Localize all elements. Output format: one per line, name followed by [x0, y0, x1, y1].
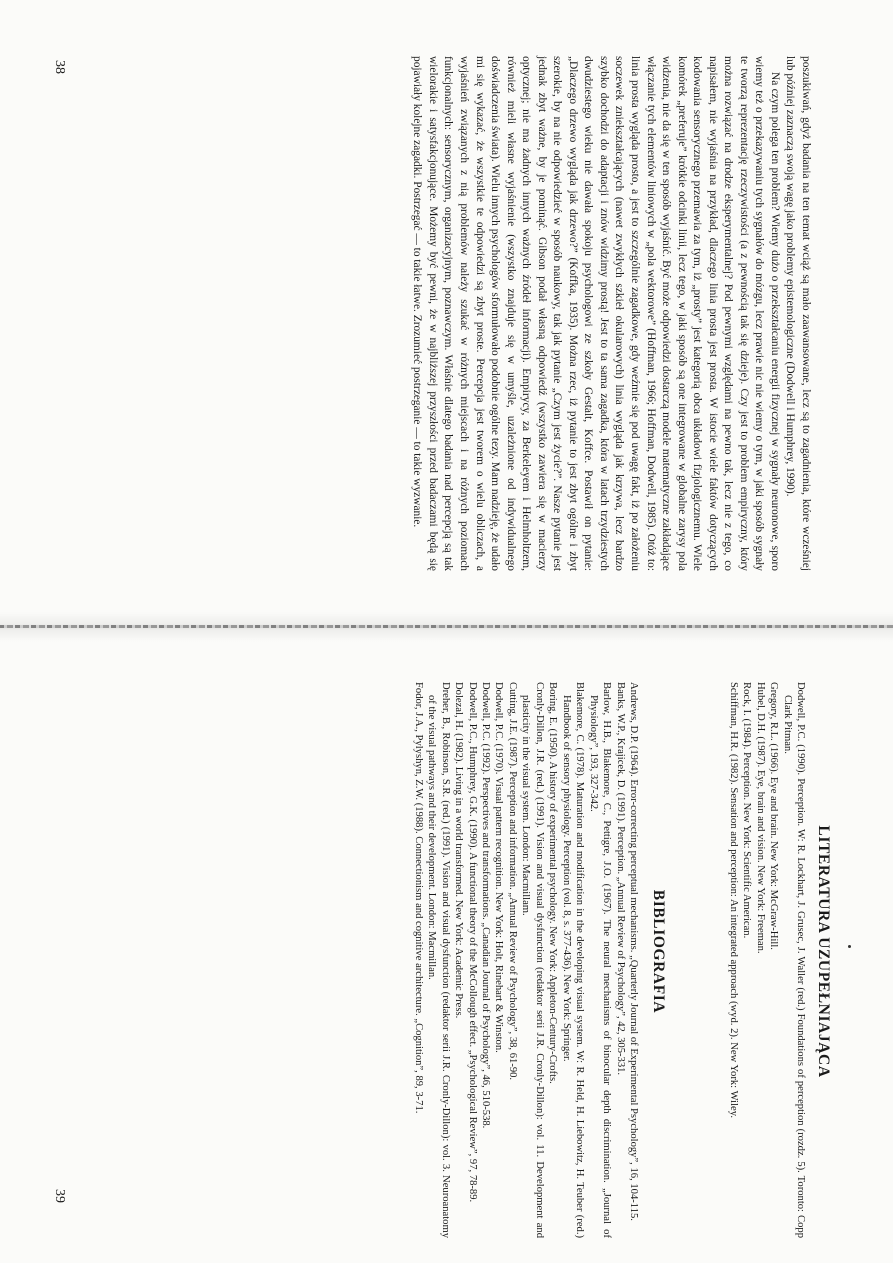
reference-entry: Boring, E. (1950). A history of experimental psychology. New York: Appleton-Century-Crofts.: [547, 682, 559, 1084]
reference-entry: Banks, W.P., Krajicek, D. (1991). Perception. „Annual Review of Psychology”, 42, 305-331.: [614, 682, 626, 1076]
reference-entry: Gregory, R.L. (1966). Eye and brain. New York: McGraw-Hill.: [768, 682, 780, 950]
body-text: [409, 56, 813, 571]
reference-entry: Dodwell, P.C., Humphrey, G.K. (1990). A functional theory of the McCollough effect. „Psychological Review”, 97, 78-89.: [466, 682, 478, 1203]
bibliography-heading: BIBLIOGRAFIA: [650, 889, 667, 1014]
reference-entry: Rock, I. (1984). Perception. New York: Scientific American.: [741, 682, 753, 939]
right-page: [0, 640, 893, 1263]
supplementary-reading-heading: LITERATURA UZUPEŁNIAJĄCA: [815, 825, 832, 1078]
supplementary-reading-list: [726, 682, 807, 1238]
reference-entry: Cutting, J.E. (1987). Perception and information. „Annual Review of Psychology”, 38, 61-90.: [506, 682, 518, 1081]
reference-entry: Dodwell, P.C. (1990). Perception. W: R. Lockhart, J. Grusec, J. Waller (red.) Foundations of perception (rozdz. 5). Toronto: Copp Clark Pitman.: [781, 682, 806, 1238]
reference-entry: Schiffman, H.R. (1982). Sensation and perception: An integrated approach (wyd. 2). New York: Wiley.: [727, 682, 739, 1118]
reference-entry: Dolezal, H. (1982). Living in a world transformed. New York: Academic Press.: [453, 682, 465, 1019]
reference-entry: Blakemore, C. (1978). Maturation and modification in the developing visual system. W: R. Held, H. Liebowitz, H. Teuber (red.) Handbook of sensory physiology. Perception (vol. 8, s. 377-436). New York: Springer.: [560, 682, 586, 1238]
left-page: [0, 0, 893, 615]
ink-dot: [848, 945, 851, 948]
reference-entry: Fodor, J.A., Pylyshyn, Z.W. (1988). Connectionism and cognitive architecture. „Cognition”, 89, 3-71.: [412, 682, 424, 1114]
page-number: 39: [52, 1189, 67, 1203]
reference-entry: Barlow, H.B., Blakemore, C., Pettigre, J.O. (1967). The neural mechanisms of binocular depth discrimination. „Journal of Physiology”, 193, 327-342.: [587, 682, 613, 1238]
paragraph: poszukiwań, gdyż badania na ten temat wciąż są mało zaawansowane, lecz są to zagadnienia, które wcześniej lub później zaznaczą swoją wagę jako problemy epistemologiczne (Dodwell i Humphrey, 1990).: [784, 56, 812, 571]
bibliography-list: [411, 682, 640, 1238]
paragraph: Na czym polega ten problem? Wiemy dużo o przekształcaniu energii fizycznej w sygnały neuronowe, sporo wiemy też o przekazywaniu tych sygnałów do mózgu, lecz prawie nic nie wiemy o tym, w jaki sposób sygnały te tworzą reprezentację rzeczywistości (a z pewnością tak się dzieje). Czy jest to problem empiryczny, który można rozwiązać na drodze eksperymentalnej? Pod pewnymi względami na pewno tak, lecz nie z tego, co napisałem, nie wyjaśnia na przykład, dlaczego linia prosta jest prosta. W istocie wiele faktów dotyczących kodowania sensorycznego przemawia za tym, iż „prosty” jest kategorią obca układowi fizjologicznemu. Wiele komórek „preferuje” krótkie odcinki linii, lecz tego, w jaki sposób są one integrowane w globalne zarysy pola widzenia, nie da się w ten sposób wyjaśnić. Być może odpowiedzi dostarczą modele matematyczne zakładające włączanie tych elementów liniowych w „pola wektorowe” (Hoffman, 1966; Hoffman, Dodwell, 1985). Otóż to: linia prosta wygląda prosto, a jest to szczególnie zagadkowe, gdy weźmie się pod uwagę fakt, iż po założeniu soczewek zniekształcających (nawet zwykłych szkieł okularowych) linia wygląda jak krzywa, lecz bardzo szybko dochodzi do adaptacji i znów widzimy prostą! Jest to ta sama zagadka, która w latach trzydziestych dwudziestego wieku nie dawała spokoju psychologowi ze szkoły Gestalt, Koffce. Postawił on pytanie: „Dlaczego drzewo wygląda jak drzewo?” (Koffka, 1935). Można rzec, iż pytanie to jest zbyt ogólne i zbyt szerokie, by na nie odpowiedzieć w sposób naukowy, tak jak pytanie „Czym jest życie?”. Nasze pytanie jest jednak zbyt ważne, by je pominąć. Gibson podał własną odpowiedź (wszystko zawiera się w macierzy optycznej; nie ma żadnych innych ważnych źródeł informacji). Empirycy, za Berkeleyem i Helmholtzem, również mieli własne wyjaśnienie (wszystko znajduje się w umyśle, uzależnione od indywidualnego doświadczenia świata). Wielu innych psychologów sformułowało podobnie ogólne tezy. Mam nadzieję, że udało mi się wykazać, że wszystkie te odpowiedzi są zbyt proste. Percepcja jest tworem o wielu obliczach, a wyjaśnień związanych z nią problemów należy szukać w różnych miejscach i na różnych poziomach funkcjonalnych: sensorycznym, organizacyjnym, poznawczym. Właśnie dlatego badania nad percepcją są tak wielorakie i satysfakcjonujące. Możemy być pewni, że w najbliższej przyszłości przed badaczami będą się pojawiały kolejne zagadki. Postrzegać — to takie łatwe. Zrozumieć postrzeganie — to takie wyzwanie.: [411, 56, 781, 571]
reference-entry: Andrews, D.P. (1964). Error-correcting perceptual mechanisms. „Quarterly Journal of Experimental Psychology”, 16, 104-115.: [628, 682, 639, 1221]
book-gutter-fold: [0, 625, 893, 628]
reference-entry: Hubel, D.H. (1987). Eye, brain and vision. New York: Freeman.: [754, 682, 766, 954]
reference-entry: Cronly-Dillon, J.R. (red.) (1991). Vision and visual dysfunction (redaktor serii J.R. Cronly-Dillon): vol. 11. Development and plasticity in the visual system. London: Macmillam.: [520, 682, 545, 1238]
reference-entry: Dodwell, P.C. (1970). Visual pattern recognition. New York: Holt, Rinehart & Winston.: [493, 682, 505, 1053]
reference-entry: Dodwell, P.C. (1992). Perspectives and transformations. „Canadian Journal of Psychology”, 46, 510-538.: [480, 682, 492, 1129]
reference-entry: Dreher, B., Robinson, S.R. (red.) (1991). Vision and visual dysfunction (redaktor serii J.R. Cronly-Dillon): vol. 3. Neuroanatomy of the visual pathways and their development. London: Macmillan.: [426, 682, 451, 1238]
page-number: 38: [52, 60, 67, 74]
